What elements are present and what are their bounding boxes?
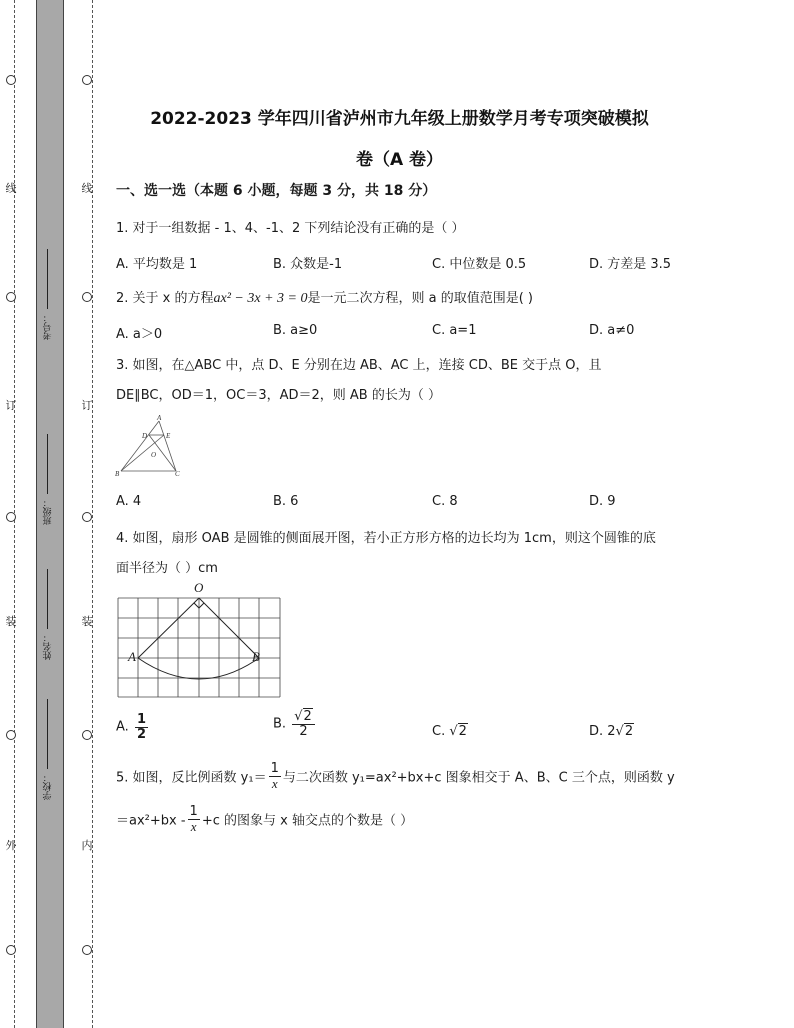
q5-fraction-1-over-x: $\frac{1}{x}$: [189, 804, 198, 834]
q3-stem-line2: DE∥BC，OD＝1，OC＝3，AD＝2，则 AB 的长为（ ）: [116, 388, 441, 403]
q2-option-c[interactable]: C. a=1: [432, 323, 477, 338]
binding-hole: [82, 75, 92, 85]
page-title-line1: 2022-2023 学年四川省泸州市九年级上册数学月考专项突破模拟: [150, 109, 649, 129]
class-label: 班级：: [43, 498, 54, 525]
name-blank: [48, 569, 49, 629]
q5-stem1-post: 与二次函数 y₁=ax²+bx+c 图象相交于 A、B、C 三个点，则函数 y: [282, 770, 675, 786]
school-field[interactable]: [41, 690, 55, 800]
q4-option-a-fraction: [135, 713, 148, 741]
margin-char-xian: 线: [5, 182, 17, 195]
q3-label-c: C: [175, 470, 180, 478]
margin-char-nei: 内: [81, 839, 93, 852]
q4-option-a[interactable]: [116, 713, 150, 741]
class-field[interactable]: [41, 425, 55, 525]
q4-option-c-label: C.: [432, 724, 446, 739]
margin-char-xian: 线: [81, 182, 93, 195]
q3-label-b: B: [115, 470, 120, 478]
q1-option-b[interactable]: B. 众数是-1: [273, 257, 343, 272]
q1-option-a[interactable]: A. 平均数是 1: [116, 257, 198, 272]
q4-option-b[interactable]: [273, 710, 317, 738]
q5-stem2-pre: ＝ax²+bx -: [116, 813, 186, 829]
q5-stem1-pre: 5. 如图，反比例函数 y₁＝: [116, 770, 267, 786]
q3-label-d: D: [142, 432, 148, 440]
q5-stem-line1: [116, 762, 675, 790]
q4-option-d-label: D. 2: [589, 724, 616, 739]
margin-char-ding: 订: [81, 399, 93, 412]
q3-option-b[interactable]: B. 6: [273, 494, 299, 509]
school-blank: [48, 699, 49, 769]
q4-option-a-label: A.: [116, 719, 129, 735]
q4-option-b-fraction: [292, 710, 315, 738]
q4-option-b-denominator: 2: [299, 723, 308, 739]
q3-side-ac: [159, 421, 176, 471]
q3-segment-be: [121, 435, 164, 471]
q4-option-b-numerator: √2: [292, 710, 315, 725]
q4-stem-line1: 4. 如图，扇形 OAB 是圆锥的侧面展开图，若小正方形方格的边长均为 1cm，则这个圆锥的底: [116, 531, 656, 546]
q3-option-c[interactable]: C. 8: [432, 494, 458, 509]
section-heading: 一、选一选（本题 6 小题，每题 3 分，共 18 分）: [116, 183, 437, 199]
q4-option-d-sqrt: √2: [615, 724, 634, 739]
binding-hole: [6, 945, 16, 955]
q1-option-c[interactable]: C. 中位数是 0.5: [432, 257, 527, 272]
q3-stem-line1: 3. 如图，在△ABC 中，点 D、E 分别在边 AB、AC 上，连接 CD、BE 交于点 O，且: [116, 358, 602, 373]
class-blank: [48, 434, 49, 494]
q4-label-b: B: [252, 649, 260, 664]
q4-option-c[interactable]: [432, 724, 468, 739]
margin-char-wai: 外: [5, 839, 17, 852]
q4-option-a-denominator: 2: [136, 726, 146, 742]
binding-hole: [6, 730, 16, 740]
margin-char-zhuang: 装: [81, 615, 93, 628]
school-label: 学校：: [43, 773, 54, 800]
q2-option-a[interactable]: A. a＞0: [116, 327, 163, 342]
q2-option-b[interactable]: B. a≥0: [273, 323, 318, 338]
q4-label-a: A: [128, 649, 136, 664]
q4-label-o: O: [194, 580, 204, 595]
q3-label-o: O: [151, 451, 157, 459]
q4-arc-ab: [138, 658, 259, 679]
q3-triangle-figure: [114, 413, 184, 479]
q4-stem-line2: 面半径为（ ）cm: [116, 561, 218, 576]
q4-radius-oa: [138, 598, 199, 658]
exam-number-blank: [48, 249, 49, 309]
margin-char-zhuang: 装: [5, 615, 17, 628]
binding-hole: [6, 292, 16, 302]
q3-side-ab: [121, 421, 159, 471]
q4-option-b-label: B.: [273, 716, 287, 732]
binding-hole: [6, 512, 16, 522]
q1-option-d[interactable]: D. 方差是 3.5: [589, 257, 672, 272]
q1-stem: 1. 对于一组数据 - 1、4、-1、2 下列结论没有正确的是（ ）: [116, 221, 465, 236]
q2-equation: ax² − 3x + 3 = 0: [213, 291, 308, 306]
margin-char-ding: 订: [5, 399, 17, 412]
exam-number-field[interactable]: [41, 240, 55, 340]
q2-stem-pre: 2. 关于 x 的方程: [116, 291, 214, 306]
q4-option-c-sqrt: √2: [449, 724, 467, 739]
q5-fraction-1-over-x: $\frac{1}{x}$: [270, 761, 279, 791]
page-title-line2: 卷（A 卷）: [355, 150, 444, 170]
inner-cut-line: [92, 0, 93, 1028]
binding-hole: [82, 512, 92, 522]
q2-stem-post: 是一元二次方程，则 a 的取值范围是( ): [307, 291, 533, 306]
q3-label-e: E: [166, 432, 171, 440]
exam-number-label: 考号：: [43, 313, 54, 340]
q4-option-a-numerator: 1: [136, 712, 146, 727]
name-label: 姓名：: [43, 633, 54, 660]
binding-hole: [82, 945, 92, 955]
q3-label-a: A: [157, 414, 162, 422]
binding-hole: [82, 730, 92, 740]
q4-sector-grid-figure: [114, 580, 284, 700]
q3-option-a[interactable]: A. 4: [116, 494, 142, 509]
q5-stem2-post: +c 的图象与 x 轴交点的个数是（ ）: [201, 813, 414, 829]
binding-hole: [6, 75, 16, 85]
q3-option-d[interactable]: D. 9: [589, 494, 616, 509]
q4-radius-ob: [199, 598, 259, 658]
q2-option-d[interactable]: D. a≠0: [589, 323, 635, 338]
q4-option-d[interactable]: [589, 724, 634, 739]
q2-stem: [116, 287, 533, 307]
q5-stem-line2: [116, 805, 413, 833]
binding-hole: [82, 292, 92, 302]
name-field[interactable]: [41, 560, 55, 660]
